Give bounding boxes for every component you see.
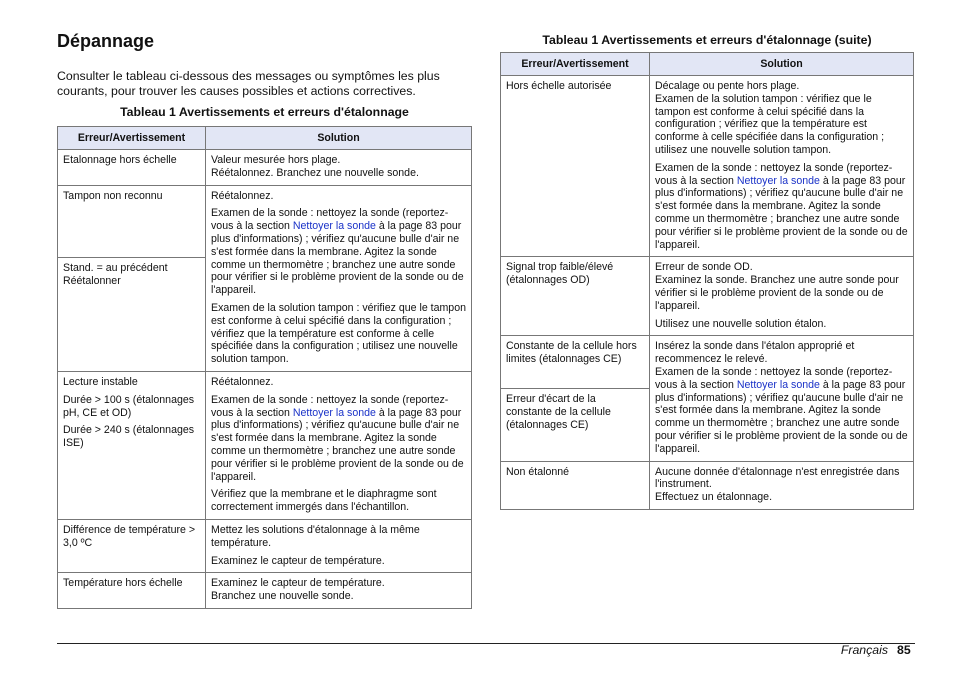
table1-caption: Tableau 1 Avertissements et erreurs d'étalonnage (120, 105, 409, 119)
error-text: Tampon non reconnu (63, 189, 163, 202)
solution-paragraph: Examinez le capteur de température. (211, 554, 385, 567)
footer-language: Français (840, 643, 888, 657)
error-cell (58, 371, 206, 519)
solution-cell (206, 371, 472, 519)
table-row (58, 185, 472, 258)
right-column (500, 28, 914, 510)
error-cell (501, 336, 650, 389)
error-text: Durée > 100 s (étalonnages pH, CE et OD) (63, 393, 195, 419)
col-header-solution: Solution (206, 127, 472, 150)
solution-cell (650, 336, 914, 461)
solution-cell (650, 461, 914, 509)
error-text: Température hors échelle (63, 577, 183, 590)
clean-probe-link[interactable]: Nettoyer la sonde (292, 406, 376, 419)
error-cell (501, 461, 650, 509)
error-text: Erreur d'écart de la constante de la cellule (étalonnages CE) (506, 393, 611, 431)
solution-line: Décalage ou pente hors plage. (655, 80, 800, 92)
error-text: Etalonnage hors échelle (63, 154, 177, 166)
solution-cell (206, 573, 472, 609)
table-header-row (501, 53, 914, 76)
table-row (501, 461, 914, 509)
clean-probe-link[interactable]: Nettoyer la sonde (292, 220, 376, 233)
solution-line: Examinez le capteur de température. (211, 577, 385, 590)
table-row (58, 573, 472, 609)
error-text: Durée > 240 s (étalonnages ISE) (63, 424, 195, 450)
page-number: 85 (897, 643, 911, 657)
table-header-row (58, 127, 472, 150)
solution-line: Examinez la sonde. Branchez une autre sonde pour vérifier si le problème provient de la sonde ou de l'appareil. (655, 274, 899, 312)
footer-divider (57, 643, 915, 644)
solution-paragraph: Utilisez une nouvelle solution étalon. (655, 317, 827, 330)
solution-text: Examen de la sonde : nettoyez la sonde (reportez-vous à la section (211, 207, 449, 233)
solution-cell (650, 76, 914, 257)
solution-text: Examen de la sonde : nettoyez la sonde (reportez-vous à la section (655, 161, 893, 187)
solution-line: Aucune donnée d'étalonnage n'est enregistrée dans l'instrument. (655, 465, 900, 491)
left-column (57, 28, 472, 609)
col-header-error: Erreur/Avertissement (501, 53, 650, 76)
solution-line: Branchez une nouvelle sonde. (211, 590, 354, 603)
error-text: Non étalonné (506, 465, 570, 478)
error-cell (58, 573, 206, 609)
table-row (58, 519, 472, 572)
page-title: Dépannage (57, 31, 155, 51)
error-text: Différence de température > 3,0 ºC (63, 523, 196, 549)
error-cell (58, 258, 206, 372)
col-header-solution: Solution (650, 53, 914, 76)
solution-line: Valeur mesurée hors plage. (211, 154, 341, 166)
solution-line: Insérez la sonde dans l'étalon approprié et recommencez le relevé. (655, 340, 855, 366)
solution-paragraph: Mettez les solutions d'étalonnage à la même température. (211, 523, 420, 549)
error-text: Constante de la cellule hors limites (étalonnages CE) (506, 340, 637, 366)
table-row (501, 336, 914, 389)
solution-line: Effectuez un étalonnage. (655, 491, 773, 504)
error-text: Lecture instable (63, 375, 138, 388)
error-cell (58, 185, 206, 258)
solution-paragraph: Vérifiez que la membrane et le diaphragme sont correctement immergés dans l'échantillon. (211, 488, 437, 514)
solution-text: à la page 83 pour plus d'informations) ; vérifiez qu'aucune bulle d'air ne s'est formée dans la membrane. Agitez la sonde comme un thermomètre ; branchez une autre sonde pour vérifier si le problème provient de la sonde ou de l'appareil. (211, 406, 464, 483)
solution-cell (206, 150, 472, 186)
solution-line: Examen de la solution tampon : vérifiez que le tampon est conforme à celui spécifié dans la configuration ; vérifiez que la température est conforme à celle spécifiée dans la configuration ; utilisez une nouvelle solution tampon. (655, 92, 885, 156)
error-cell (58, 519, 206, 572)
calibration-errors-table-continued (500, 52, 914, 510)
error-cell (501, 76, 650, 257)
solution-paragraph: Réétalonnez. (211, 375, 274, 388)
solution-paragraph (655, 80, 908, 157)
col-header-error: Erreur/Avertissement (58, 127, 206, 150)
solution-line: Réétalonnez. Branchez une nouvelle sonde. (211, 166, 419, 179)
solution-text: Examen de la sonde : nettoyez la sonde (reportez-vous à la section (211, 393, 449, 419)
error-cell (501, 257, 650, 336)
clean-probe-link[interactable]: Nettoyer la sonde (736, 174, 820, 187)
solution-text: à la page 83 pour plus d'informations) ; vérifiez qu'aucune bulle d'air ne s'est formée dans la membrane. Agitez la sonde comme un thermomètre ; branchez une autre sonde pour vérifier si le problème provient de la sonde ou de l'appareil. (655, 174, 908, 251)
table-row (58, 371, 472, 519)
error-cell (501, 389, 650, 461)
error-text: Hors échelle autorisée (506, 80, 612, 92)
table-row (58, 150, 472, 186)
error-text: Signal trop faible/élevé (étalonnages OD) (506, 261, 614, 287)
error-cell (58, 150, 206, 186)
calibration-errors-table (57, 126, 472, 609)
solution-cell (650, 257, 914, 336)
solution-line: Erreur de sonde OD. (655, 261, 753, 274)
solution-paragraph: Examen de la solution tampon : vérifiez que le tampon est conforme à celui spécifié dans la configuration ; vérifiez que la température est conforme à celle spécifiée dans la configuration ; utilisez une nouvelle solution tampon. (211, 301, 466, 366)
solution-paragraph (211, 207, 466, 297)
solution-cell (206, 519, 472, 572)
solution-text: à la page 83 pour plus d'informations) ; vérifiez qu'aucune bulle d'air ne s'est formée dans la membrane. Agitez la sonde comme un thermomètre ; branchez une autre sonde pour vérifier si le problème provient de la sonde ou de l'appareil. (211, 220, 464, 297)
solution-paragraph (655, 340, 908, 455)
solution-text: à la page 83 pour plus d'informations) ; vérifiez qu'aucune bulle d'air ne s'est formée dans la membrane. Agitez la sonde comme un thermomètre ; branchez une autre sonde pour vérifier si le problème provient de la sonde ou de l'appareil. (655, 378, 908, 455)
clean-probe-link[interactable]: Nettoyer la sonde (736, 378, 820, 391)
intro-paragraph: Consulter le tableau ci-dessous des messages ou symptômes les plus courants, pour trouver les causes possibles et actions correctives. (57, 69, 440, 98)
table2-caption: Tableau 1 Avertissements et erreurs d'étalonnage (suite) (542, 33, 872, 47)
solution-paragraph (211, 394, 466, 484)
table-row (501, 76, 914, 257)
table-row (501, 257, 914, 336)
solution-cell (206, 185, 472, 371)
solution-paragraph (655, 261, 908, 312)
solution-text: Examen de la sonde : nettoyez la sonde (reportez-vous à la section (655, 365, 893, 391)
solution-paragraph (655, 162, 908, 252)
solution-paragraph: Réétalonnez. (211, 189, 274, 202)
error-text: Stand. = au précédent Réétalonner (63, 262, 168, 288)
